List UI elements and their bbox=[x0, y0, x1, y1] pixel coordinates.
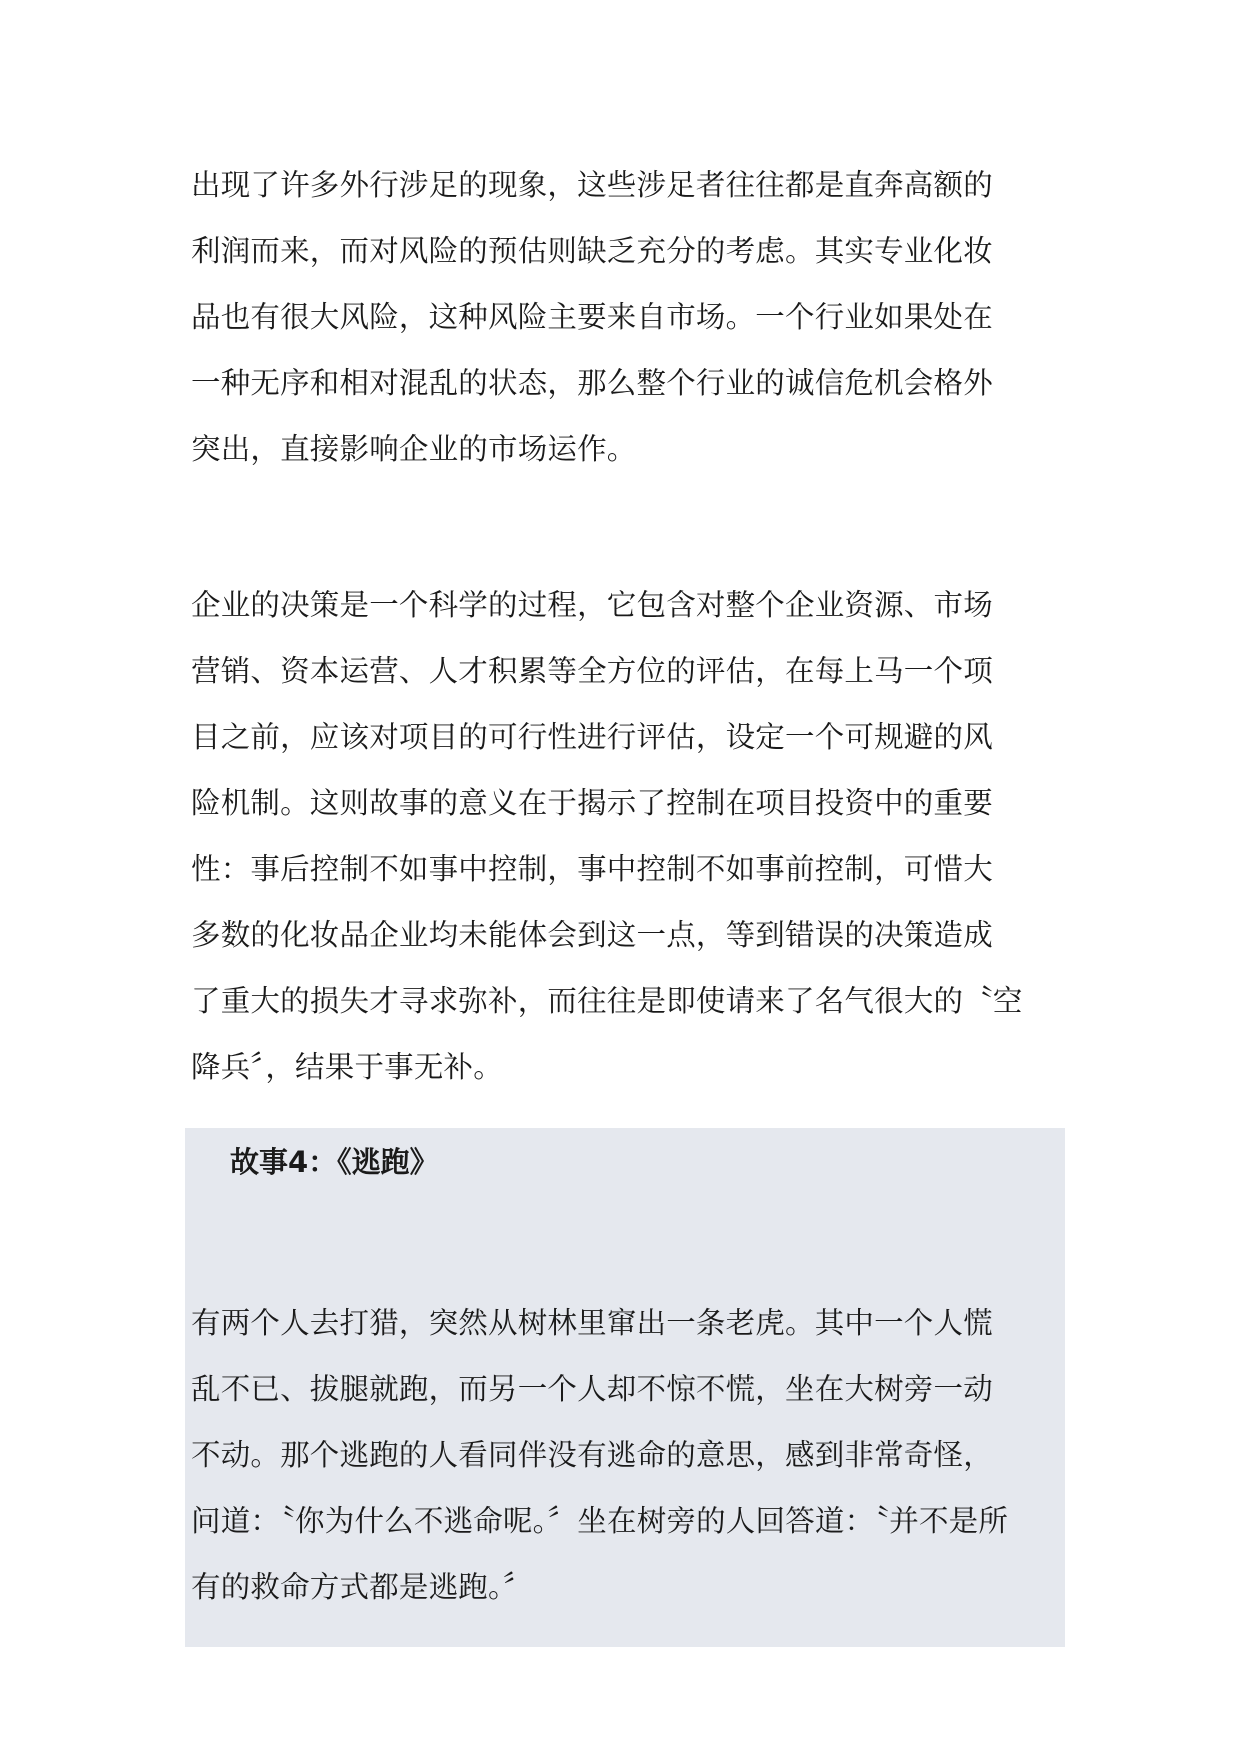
story-title: 故事4：《逃跑》 bbox=[230, 1145, 439, 1179]
paragraph-industry-risk: 出现了许多外行涉足的现象，这些涉足者往往都是直奔高额的 利润而来，而对风险的预估则缺乏充分的考虑。其实专业化妆 品也有很大风险，这种风险主要来自市场。一个行业如果处在 一种无序和相对混乱的状态，那么整个行业的诚信危机会格外 突出，直接影响企业的市场运作。 bbox=[191, 168, 993, 466]
story-body: 有两个人去打猎，突然从树林里窜出一条老虎。其中一个人慌 乱不已、拔腿就跑，而另一个人却不惊不慌，坐在大树旁一动 不动。那个逃跑的人看同伴没有逃命的意思，感到非常奇怪， 问道：〝你为什么不逃命呢。〞坐在树旁的人回答道：〝并不是所 有的救命方式都是逃跑。〞 bbox=[191, 1306, 1009, 1604]
paragraph-decision-process: 企业的决策是一个科学的过程，它包含对整个企业资源、市场 营销、资本运营、人才积累等全方位的评估，在每上马一个项 目之前，应该对项目的可行性进行评估，设定一个可规避的风 险机制。这则故事的意义在于揭示了控制在项目投资中的重要 性：事后控制不如事中控制，事中控制不如事前控制，可惜大 多数的化妆品企业均未能体会到这一点，等到错误的决策造成 了重大的损失才寻求弥补，而往往是即使请来了名气很大的〝空 降兵〞，结果于事无补。 bbox=[191, 588, 1023, 1084]
